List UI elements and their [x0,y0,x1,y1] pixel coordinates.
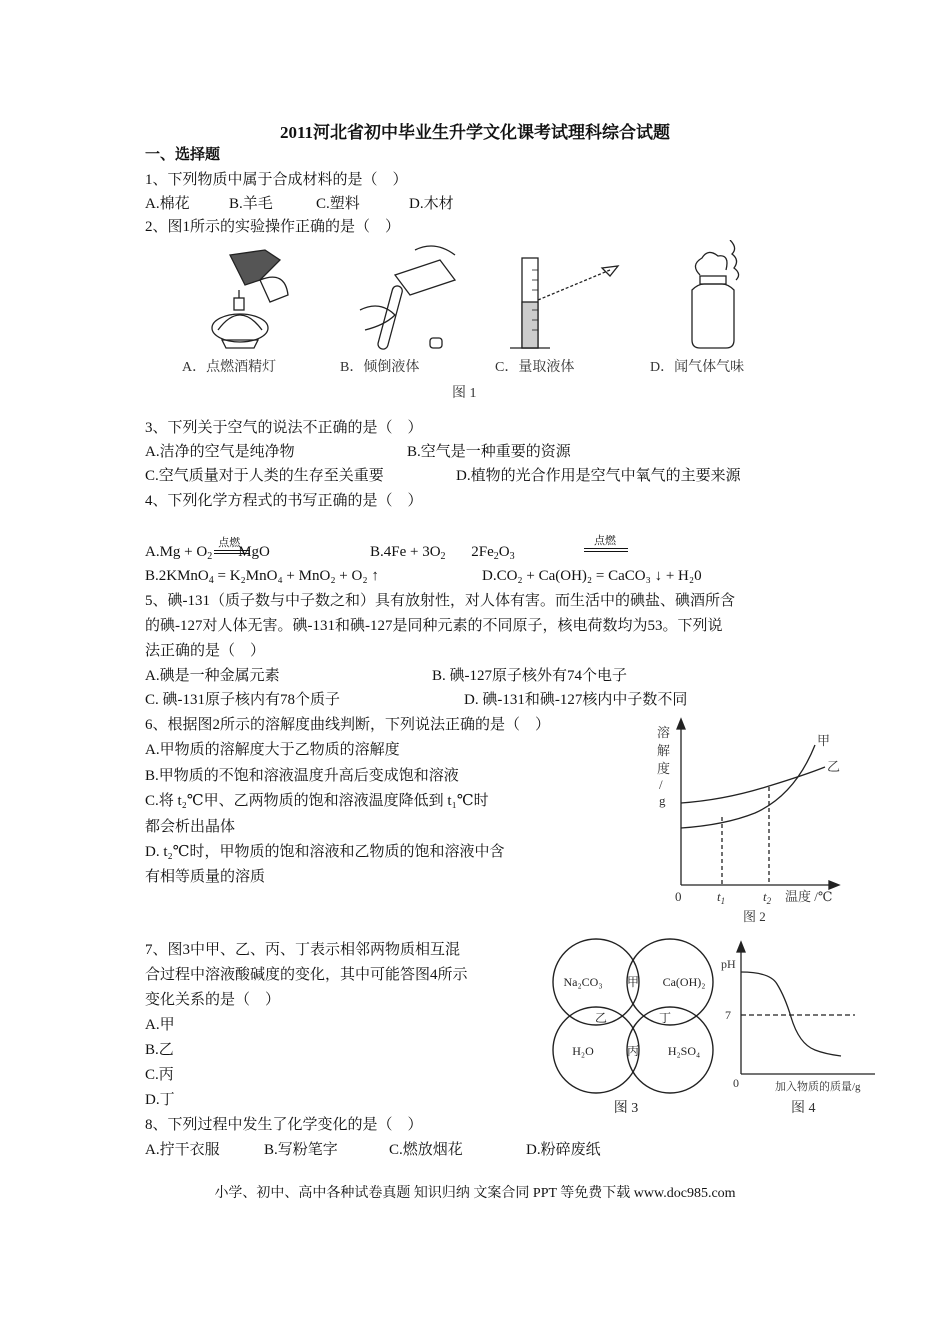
q6-option-c: C.将 t₂℃甲、乙两物质的饱和溶液温度降低到 t₁℃时 [145,793,489,809]
q7-option-c: C.丙 [145,1067,174,1083]
q3-option-c: C.空气质量对于人类的生存至关重要 [145,468,384,484]
overlap-ding: 丁 [658,1011,672,1025]
q3-option-d: D.植物的光合作用是空气中氧气的主要来源 [456,468,741,484]
q6-option-b: B.甲物质的不饱和溶液温度升高后变成饱和溶液 [145,768,459,784]
condition-sign-2 [584,535,628,554]
eq-b-reactants: B.4Fe + 3O [370,544,441,560]
condition-label: 点燃 [218,537,241,549]
question-1-stem: 1、下列物质中属于合成材料的是（ ） [145,172,408,188]
condition-sign [214,537,250,556]
q6-option-d: D. t₂℃时，甲物质的饱和溶液和乙物质的饱和溶液中含 [145,844,505,860]
fig4-ylabel: pH [721,957,736,971]
question-7-stem-line-1: 7、图3中甲、乙、丙、丁表示相邻两物质相互混 [145,942,461,958]
question-7-stem-line-2: 合过程中溶液酸碱度的变化，其中可能答图4所示 [145,967,468,983]
question-5-stem-line-1: 5、碘-131（质子数与中子数之和）具有放射性，对人体有害。而生活中的碘盐、碘酒所含 [145,593,735,609]
question-4-stem: 4、下列化学方程式的书写正确的是（ ） [145,493,423,509]
q4-equation-b [370,542,515,567]
figure-4-ph-chart [715,932,880,1122]
fig2-series-yi: 乙 [827,759,841,774]
q8-option-d: D.粉碎废纸 [526,1142,601,1158]
fig1-label-c: C．量取液体 [495,360,575,375]
overlap-bing: 丙 [626,1044,640,1058]
eq-a-reactants: A.Mg + O [145,544,208,560]
eq-c-reactant: B.2KMnO [145,568,209,584]
circle-label-na2co3: Na₂CO₃ [563,975,603,989]
question-5-stem-line-2: 的碘-127对人体无害。碘-131和碘-127是同种元素的不同原子，核电荷数均为53。下列说 [145,618,723,634]
eq-b-sub2: 3 [509,551,515,562]
eq-b-product: 2Fe [471,544,494,560]
footer-download-link[interactable]: 小学、初中、高中各种试卷真题 知识归纳 文案合同 PPT 等免费下载 www.doc985.com [214,1186,736,1201]
q7-option-a: A.甲 [145,1017,175,1033]
fig1-label-a: A．点燃酒精灯 [182,360,277,375]
fig4-ref-7: 7 [725,1008,731,1022]
q5-option-b: B. 碘-127原子核外有74个电子 [432,668,628,684]
q1-option-a: A.棉花 [145,196,190,212]
q5-option-a: A.碘是一种金属元素 [145,668,280,684]
circle-label-h2o: H₂O [572,1044,594,1058]
fig2-ylabel-5: g [659,793,666,808]
fig2-ylabel-1: 溶 [657,725,671,740]
fig4-xlabel: 加入物质的质量/g [775,1081,861,1093]
fig2-t1: $t_1$ [717,889,726,906]
fig2-series-jia: 甲 [817,733,831,748]
page-title: 2011河北省初中毕业生升学文化课考试理科综合试题 [279,123,671,142]
fig1-label-b: B．倾倒液体 [340,360,420,375]
eq-b-product-2: O [498,544,510,560]
figure-3-venn-diagram [550,932,720,1122]
q4-equation-d: D.CO₂ + Ca(OH)₂ = CaCO₃ ↓ + H₂0 [482,568,702,584]
eq-c-products: = K₂MnO₄ + MnO₂ + O₂ ↑ [217,568,379,584]
overlap-yi: 乙 [594,1011,608,1025]
fig2-t2: $t_2$ [763,889,772,906]
fig2-caption: 图 2 [743,909,766,924]
circle-label-h2so4: H₂SO₄ [667,1044,701,1058]
q5-option-d: D. 碘-131和碘-127核内中子数不同 [464,692,688,708]
q3-option-b: B.空气是一种重要的资源 [407,444,571,460]
circle-label-caoh2: Ca(OH)₂ [662,975,706,989]
q4-floating-condition [582,535,630,560]
q3-option-a: A.洁净的空气是纯净物 [145,444,295,460]
q1-option-c: C.塑料 [316,196,360,212]
question-2-stem: 2、图1所示的实验操作正确的是（ ） [145,219,401,235]
fig2-xlabel: 温度 /℃ [785,889,833,904]
q6-option-c-cont: 都会析出晶体 [145,819,236,835]
q7-option-b: B.乙 [145,1042,174,1058]
fig3-caption: 图 3 [613,1101,639,1116]
q8-option-c: C.燃放烟花 [389,1142,463,1158]
overlap-jia: 甲 [626,975,640,989]
fig2-ylabel-2: 解 [657,743,671,758]
eq-b-sub: 2 [440,551,446,562]
fig2-ylabel-3: 度 [657,761,671,776]
fig4-caption: 图 4 [791,1101,816,1116]
figure-2-solubility-chart [645,715,845,930]
q7-option-d: D.丁 [145,1092,175,1108]
fig2-origin: 0 [675,889,682,904]
eq-c-sub: 4 [208,575,214,586]
question-7-stem-line-3: 变化关系的是（ ） [145,992,281,1008]
q5-option-c: C. 碘-131原子核内有78个质子 [145,692,341,708]
fig4-origin: 0 [733,1076,739,1090]
q6-option-a: A.甲物质的溶解度大于乙物质的溶解度 [145,742,400,758]
q4-equation-a [145,537,270,567]
eq-a-sub: 2 [207,551,213,562]
q4-equation-c [145,566,379,591]
fig1-caption: 图 1 [452,386,477,401]
question-3-stem: 3、下列关于空气的说法不正确的是（ ） [145,420,423,436]
q6-option-d-cont: 有相等质量的溶质 [145,869,266,885]
q1-option-b: B.羊毛 [229,196,273,212]
question-6-stem: 6、根据图2所示的溶解度曲线判断，下列说法正确的是（ ） [145,717,551,733]
section-heading: 一、选择题 [145,147,221,163]
question-5-stem-line-3: 法正确的是（ ） [145,643,266,659]
figure-1 [170,240,770,405]
eq-a-product: MgO [238,544,270,560]
condition-label-2: 点燃 [594,535,616,547]
question-8-stem: 8、下列过程中发生了化学变化的是（ ） [145,1117,423,1133]
fig1-label-d: D．闻气体气味 [650,360,745,375]
fig2-ylabel-4: / [659,777,663,792]
eq-b-sub1: 2 [493,551,499,562]
q8-option-b: B.写粉笔字 [264,1142,338,1158]
q1-option-d: D.木材 [409,196,454,212]
q8-option-a: A.拧干衣服 [145,1142,220,1158]
lab-operations-illustration [170,240,770,365]
